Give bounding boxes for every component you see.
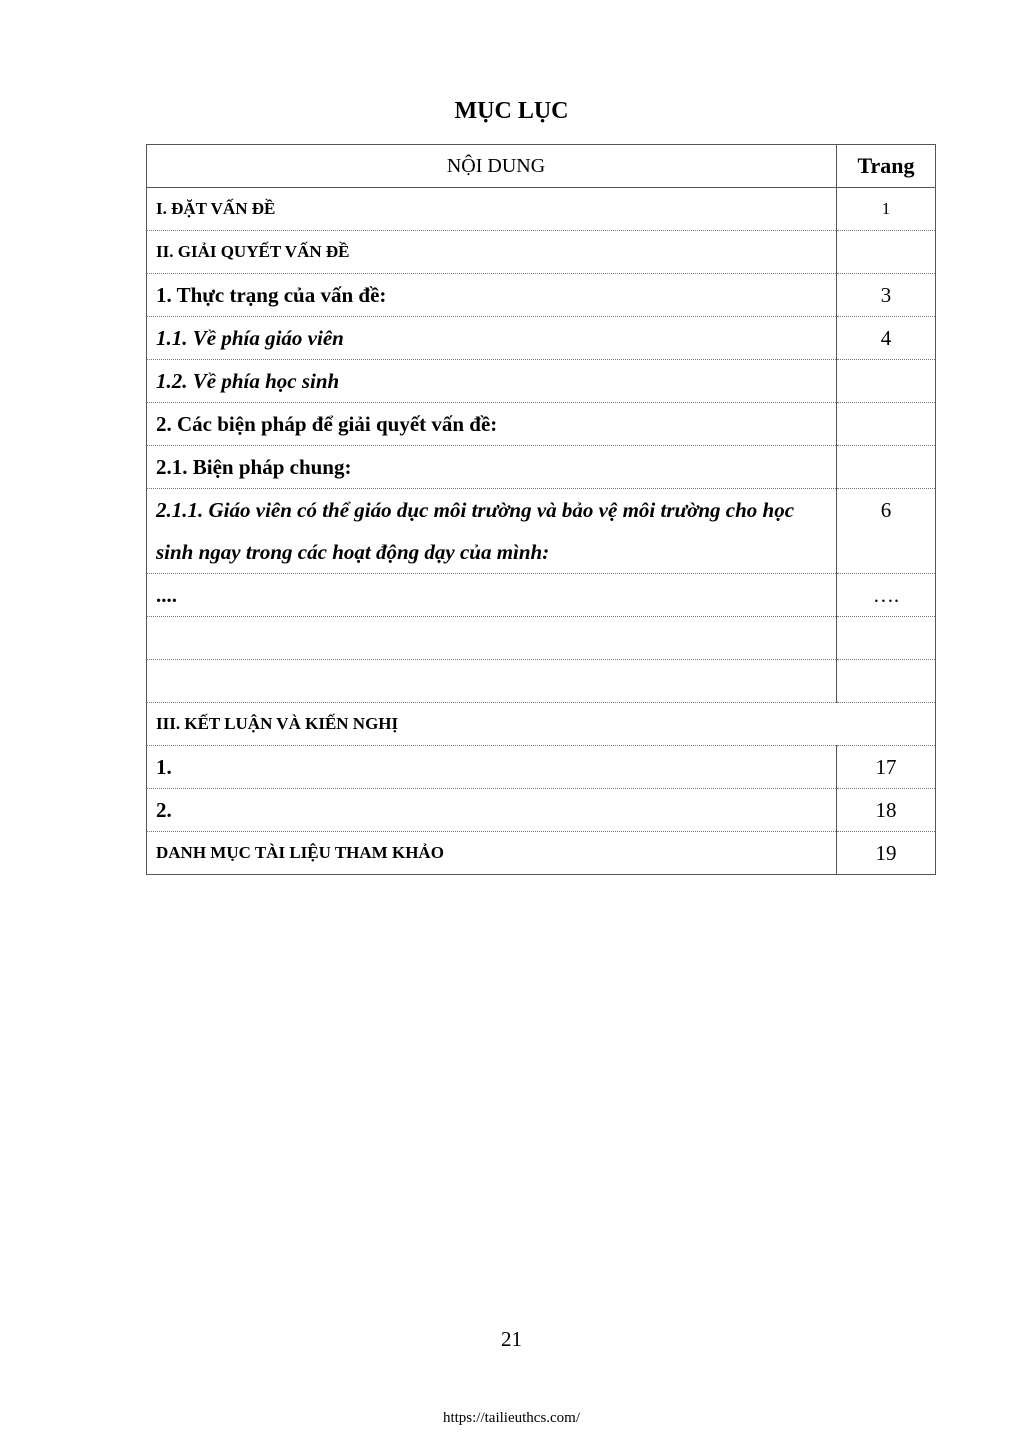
toc-entry: 2.1.1. Giáo viên có thể giáo dục môi trường và bảo vệ môi trường cho học sinh ngay trong các hoạt động dạy của mình: xyxy=(147,489,837,574)
footer-url: https://tailieuthcs.com/ xyxy=(442,1410,581,1426)
table-row xyxy=(147,360,936,403)
toc-page: 17 xyxy=(837,746,936,789)
toc-page xyxy=(837,403,936,446)
table-row xyxy=(147,403,936,446)
table-row xyxy=(147,274,936,317)
table-row xyxy=(147,317,936,360)
table-header-row xyxy=(147,145,936,188)
table-row xyxy=(147,446,936,489)
table-row xyxy=(147,703,936,746)
table-row xyxy=(147,188,936,231)
toc-entry: 2. Các biện pháp để giải quyết vấn đề: xyxy=(147,403,837,446)
toc-page: 1 xyxy=(837,188,936,231)
toc-entry: I. ĐẶT VẤN ĐỀ xyxy=(147,188,837,231)
document-title: MỤC LỤC xyxy=(454,98,569,124)
table-row xyxy=(147,489,936,574)
table-of-contents xyxy=(146,144,936,875)
toc-entry xyxy=(147,617,837,660)
toc-page xyxy=(837,446,936,489)
toc-entry: 1.2. Về phía học sinh xyxy=(147,360,837,403)
toc-entry: 1. xyxy=(147,746,837,789)
toc-entry: DANH MỤC TÀI LIỆU THAM KHẢO xyxy=(147,832,837,875)
toc-page: 4 xyxy=(837,317,936,360)
toc-entry: 2.1. Biện pháp chung: xyxy=(147,446,837,489)
toc-page: …. xyxy=(837,574,936,617)
toc-entry: .... xyxy=(147,574,837,617)
table-row xyxy=(147,617,936,660)
toc-page xyxy=(837,231,936,274)
toc-entry: 2. xyxy=(147,789,837,832)
toc-entry: II. GIẢI QUYẾT VẤN ĐỀ xyxy=(147,231,837,274)
toc-page xyxy=(837,360,936,403)
content-column-header: NỘI DUNG xyxy=(147,145,837,188)
table-row xyxy=(147,789,936,832)
toc-page: 18 xyxy=(837,789,936,832)
table-row xyxy=(147,231,936,274)
table-row xyxy=(147,574,936,617)
toc-page: 19 xyxy=(837,832,936,875)
toc-page xyxy=(837,660,936,703)
table-row xyxy=(147,746,936,789)
table-row xyxy=(147,832,936,875)
toc-entry: 1. Thực trạng của vấn đề: xyxy=(147,274,837,317)
toc-entry xyxy=(147,660,837,703)
page-number: 21 xyxy=(501,1327,522,1351)
page-column-header: Trang xyxy=(837,145,936,188)
toc-page: 6 xyxy=(837,489,936,574)
toc-entry: 1.1. Về phía giáo viên xyxy=(147,317,837,360)
toc-page xyxy=(837,617,936,660)
toc-section-heading: III. KẾT LUẬN VÀ KIẾN NGHỊ xyxy=(147,703,936,746)
table-row xyxy=(147,660,936,703)
toc-page: 3 xyxy=(837,274,936,317)
